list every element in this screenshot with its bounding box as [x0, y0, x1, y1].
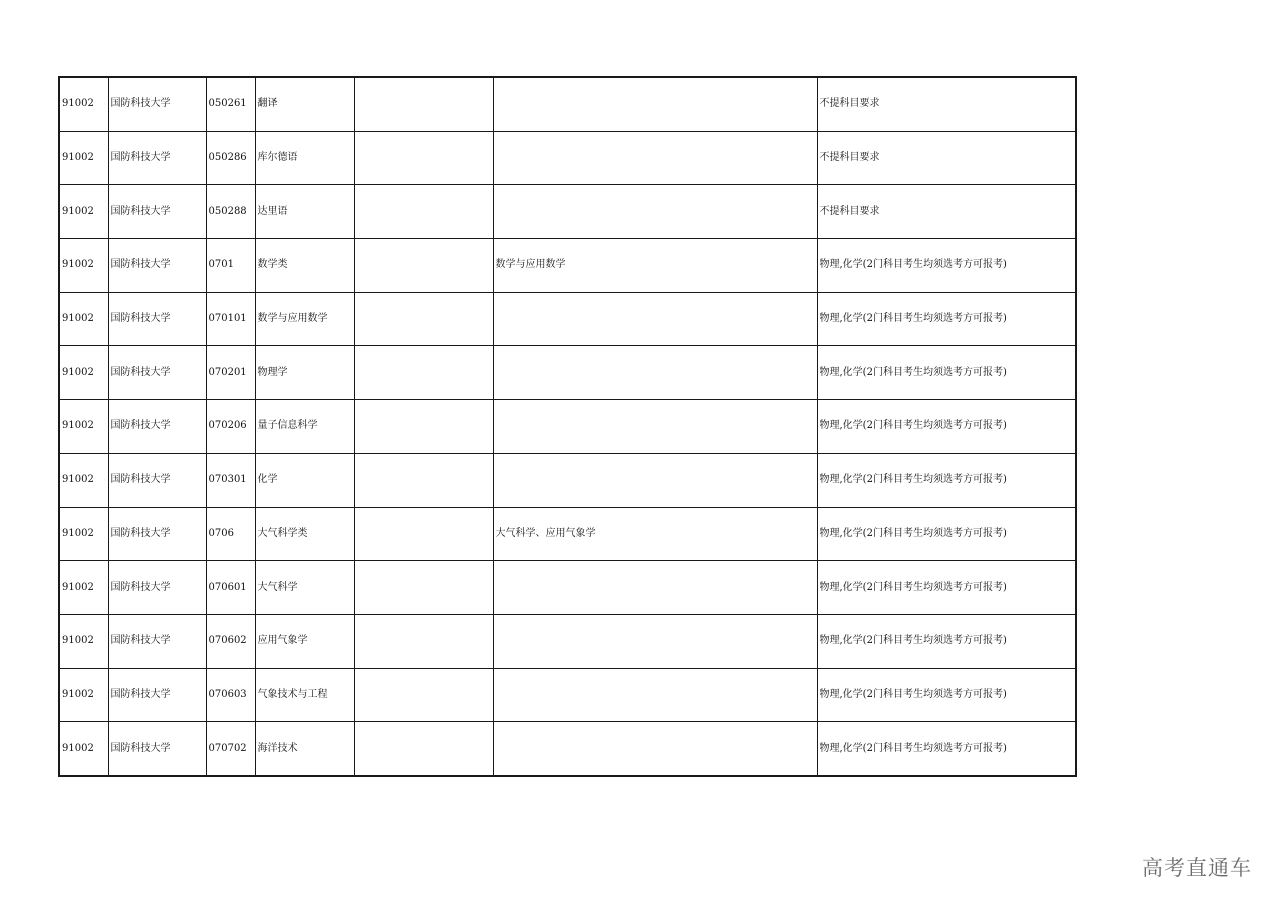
cell-included-majors: 大气科学、应用气象学 [493, 507, 817, 561]
cell-school-code: 91002 [59, 507, 108, 561]
cell-major-code: 050286 [206, 131, 255, 185]
cell-school-code: 91002 [59, 561, 108, 615]
cell-school-code: 91002 [59, 131, 108, 185]
cell-included-majors [493, 400, 817, 454]
cell-school-name: 国防科技大学 [108, 507, 206, 561]
cell-included-majors [493, 185, 817, 239]
cell-school-code: 91002 [59, 346, 108, 400]
cell-major-name: 数学类 [255, 239, 354, 293]
cell-major-code: 070601 [206, 561, 255, 615]
cell-included-majors [493, 292, 817, 346]
cell-subject-requirement: 物理,化学(2门科目考生均须选考方可报考) [817, 346, 1076, 400]
table-row [59, 346, 1076, 400]
cell-empty [354, 561, 493, 615]
cell-major-name: 库尔德语 [255, 131, 354, 185]
cell-subject-requirement: 物理,化学(2门科目考生均须选考方可报考) [817, 453, 1076, 507]
cell-school-code: 91002 [59, 614, 108, 668]
cell-empty [354, 131, 493, 185]
cell-school-name: 国防科技大学 [108, 77, 206, 131]
table-row [59, 453, 1076, 507]
subject-requirements-table [58, 76, 1077, 777]
cell-major-code: 050288 [206, 185, 255, 239]
cell-school-name: 国防科技大学 [108, 239, 206, 293]
table-row [59, 239, 1076, 293]
cell-major-code: 070206 [206, 400, 255, 454]
cell-school-name: 国防科技大学 [108, 722, 206, 776]
cell-included-majors [493, 668, 817, 722]
cell-subject-requirement: 物理,化学(2门科目考生均须选考方可报考) [817, 400, 1076, 454]
cell-subject-requirement: 物理,化学(2门科目考生均须选考方可报考) [817, 239, 1076, 293]
cell-empty [354, 292, 493, 346]
table-row [59, 722, 1076, 776]
cell-major-code: 050261 [206, 77, 255, 131]
table-row [59, 185, 1076, 239]
cell-major-name: 海洋技术 [255, 722, 354, 776]
cell-school-name: 国防科技大学 [108, 292, 206, 346]
cell-school-code: 91002 [59, 239, 108, 293]
cell-included-majors [493, 614, 817, 668]
cell-empty [354, 722, 493, 776]
cell-school-code: 91002 [59, 185, 108, 239]
cell-school-name: 国防科技大学 [108, 453, 206, 507]
cell-subject-requirement: 不提科目要求 [817, 77, 1076, 131]
cell-school-code: 91002 [59, 77, 108, 131]
cell-included-majors [493, 722, 817, 776]
cell-subject-requirement: 不提科目要求 [817, 131, 1076, 185]
table-row [59, 400, 1076, 454]
cell-school-name: 国防科技大学 [108, 561, 206, 615]
cell-included-majors: 数学与应用数学 [493, 239, 817, 293]
cell-included-majors [493, 453, 817, 507]
cell-empty [354, 239, 493, 293]
cell-empty [354, 668, 493, 722]
cell-school-name: 国防科技大学 [108, 346, 206, 400]
cell-subject-requirement: 物理,化学(2门科目考生均须选考方可报考) [817, 292, 1076, 346]
cell-major-name: 量子信息科学 [255, 400, 354, 454]
table-row [59, 614, 1076, 668]
cell-major-code: 070301 [206, 453, 255, 507]
cell-empty [354, 400, 493, 454]
cell-school-name: 国防科技大学 [108, 400, 206, 454]
cell-school-name: 国防科技大学 [108, 131, 206, 185]
table-row [59, 292, 1076, 346]
cell-empty [354, 507, 493, 561]
cell-school-code: 91002 [59, 668, 108, 722]
cell-major-name: 化学 [255, 453, 354, 507]
cell-school-code: 91002 [59, 453, 108, 507]
cell-major-name: 翻译 [255, 77, 354, 131]
table-row [59, 561, 1076, 615]
cell-included-majors [493, 77, 817, 131]
cell-school-code: 91002 [59, 400, 108, 454]
cell-empty [354, 77, 493, 131]
cell-major-name: 物理学 [255, 346, 354, 400]
table-row [59, 507, 1076, 561]
cell-major-code: 070101 [206, 292, 255, 346]
table-row [59, 668, 1076, 722]
cell-major-code: 070702 [206, 722, 255, 776]
cell-school-name: 国防科技大学 [108, 185, 206, 239]
cell-included-majors [493, 346, 817, 400]
cell-school-code: 91002 [59, 722, 108, 776]
table-body [59, 77, 1076, 776]
cell-empty [354, 453, 493, 507]
cell-major-code: 070201 [206, 346, 255, 400]
cell-included-majors [493, 131, 817, 185]
cell-empty [354, 185, 493, 239]
cell-subject-requirement: 物理,化学(2门科目考生均须选考方可报考) [817, 614, 1076, 668]
cell-subject-requirement: 不提科目要求 [817, 185, 1076, 239]
table-row [59, 131, 1076, 185]
cell-subject-requirement: 物理,化学(2门科目考生均须选考方可报考) [817, 668, 1076, 722]
cell-school-name: 国防科技大学 [108, 614, 206, 668]
cell-subject-requirement: 物理,化学(2门科目考生均须选考方可报考) [817, 722, 1076, 776]
table-row [59, 77, 1076, 131]
cell-included-majors [493, 561, 817, 615]
cell-major-name: 大气科学 [255, 561, 354, 615]
cell-subject-requirement: 物理,化学(2门科目考生均须选考方可报考) [817, 561, 1076, 615]
cell-major-name: 应用气象学 [255, 614, 354, 668]
cell-major-code: 070602 [206, 614, 255, 668]
cell-empty [354, 346, 493, 400]
cell-major-code: 0706 [206, 507, 255, 561]
cell-major-name: 达里语 [255, 185, 354, 239]
cell-school-name: 国防科技大学 [108, 668, 206, 722]
cell-major-code: 070603 [206, 668, 255, 722]
cell-major-code: 0701 [206, 239, 255, 293]
cell-school-code: 91002 [59, 292, 108, 346]
cell-major-name: 气象技术与工程 [255, 668, 354, 722]
cell-empty [354, 614, 493, 668]
cell-subject-requirement: 物理,化学(2门科目考生均须选考方可报考) [817, 507, 1076, 561]
cell-major-name: 大气科学类 [255, 507, 354, 561]
watermark: 高考直通车 [1142, 856, 1252, 880]
cell-major-name: 数学与应用数学 [255, 292, 354, 346]
